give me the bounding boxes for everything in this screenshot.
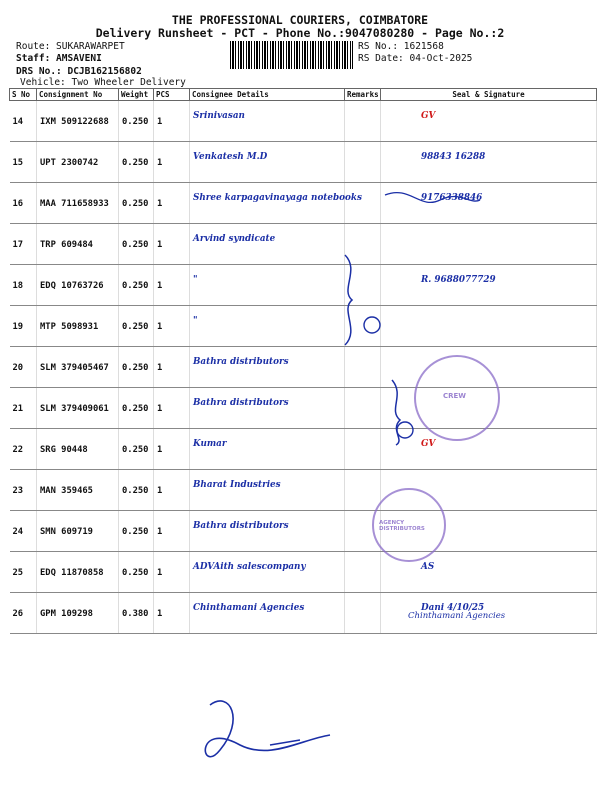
cell-sno: 18 [10,265,37,306]
cell-consignment: SLM 379409061 [37,388,119,429]
agency-stamp-label: Chinthamani Agencies [408,611,506,621]
cell-weight: 0.250 [119,347,154,388]
cell-pcs: 1 [154,265,190,306]
cell-consignment: TRP 609484 [37,224,119,265]
cell-sno: 21 [10,388,37,429]
cell-consignment: EDQ 10763726 [37,265,119,306]
cell-consignee: ADVAith salescompany [190,552,345,593]
col-pcs: PCS [154,89,190,101]
cell-consignee: Bharat Industries [190,470,345,511]
cell-consignment: UPT 2300742 [37,142,119,183]
cell-pcs: 1 [154,388,190,429]
col-weight: Weight [119,89,154,101]
cell-pcs: 1 [154,142,190,183]
cell-consignment: MTP 5098931 [37,306,119,347]
cell-consignee: Bathra distributors [190,347,345,388]
cell-consignee: Venkatesh M.D [190,142,345,183]
cell-consignment: GPM 109298 [37,593,119,634]
vehicle-label: Vehicle: Two Wheeler Delivery [20,77,186,88]
rs-number: RS No.: 1621568 [358,41,444,52]
sign-scribble-16 [385,193,480,203]
brace-mark [345,255,352,345]
cell-signature: AS [381,552,597,593]
cell-weight: 0.250 [119,511,154,552]
cell-consignment: EDQ 11870858 [37,552,119,593]
cell-pcs: 1 [154,552,190,593]
cell-sno: 26 [10,593,37,634]
cell-sno: 15 [10,142,37,183]
rs-date: RS Date: 04-Oct-2025 [358,53,473,64]
cell-weight: 0.250 [119,101,154,142]
cell-consignee: Shree karpagavinayaga notebooks [190,183,345,224]
stamp-text-1: CREW [443,392,467,400]
stamp-text-2: AGENCY DISTRIBUTORS [379,520,425,532]
runsheet-subtitle: Delivery Runsheet - PCT - Phone No.:9047080280 - Page No.:2 [95,26,505,40]
route-label: Route: SUKARAWARPET [16,41,125,52]
cell-signature: 98843 16288 [381,142,597,183]
cell-signature: GV [381,429,597,470]
cell-pcs: 1 [154,183,190,224]
cell-weight: 0.380 [119,593,154,634]
cell-sno: 19 [10,306,37,347]
col-sno: S No [10,89,37,101]
cell-signature: GV [381,101,597,142]
cell-weight: 0.250 [119,388,154,429]
page-title: THE PROFESSIONAL COURIERS, COIMBATORE [171,13,429,27]
cell-pcs: 1 [154,511,190,552]
cell-consignee: Chinthamani Agencies [190,593,345,634]
cell-consignment: MAN 359465 [37,470,119,511]
cell-consignee: Srinivasan [190,101,345,142]
cell-weight: 0.250 [119,142,154,183]
cell-pcs: 1 [154,101,190,142]
cell-sno: 16 [10,183,37,224]
cell-consignment: SLM 379405467 [37,347,119,388]
cell-pcs: 1 [154,470,190,511]
cell-sno: 23 [10,470,37,511]
cell-pcs: 1 [154,224,190,265]
col-consignment: Consignment No [37,89,119,101]
cell-consignment: SMN 609719 [37,511,119,552]
cell-signature: Dani 4/10/25 [381,593,597,634]
drs-label: DRS No.: DCJB162156802 [16,66,142,77]
cell-sno: 20 [10,347,37,388]
cell-consignee: " [190,306,345,347]
cell-pcs: 1 [154,306,190,347]
cell-consignment: SRG 90448 [37,429,119,470]
col-consignee: Consignee Details [190,89,345,101]
cell-weight: 0.250 [119,429,154,470]
cell-pcs: 1 [154,347,190,388]
cell-sno: 17 [10,224,37,265]
cell-weight: 0.250 [119,265,154,306]
cell-weight: 0.250 [119,306,154,347]
cell-sno: 24 [10,511,37,552]
cell-signature: 9176338846 [381,183,597,224]
signature-scribble [205,701,330,757]
cell-weight: 0.250 [119,552,154,593]
cell-sno: 25 [10,552,37,593]
cell-pcs: 1 [154,429,190,470]
cell-weight: 0.250 [119,183,154,224]
cell-weight: 0.250 [119,224,154,265]
col-remarks: Remarks [345,89,381,101]
cell-sno: 22 [10,429,37,470]
cell-consignee: Kumar [190,429,345,470]
cell-sno: 14 [10,101,37,142]
cell-consignee: Bathra distributors [190,511,345,552]
staff-label: Staff: AMSAVENI [16,53,102,64]
count-circle-2 [397,422,413,438]
cell-weight: 0.250 [119,470,154,511]
col-signature: Seal & Signature [381,89,597,101]
cell-consignee: Arvind syndicate [190,224,345,265]
cell-consignment: MAA 711658933 [37,183,119,224]
cell-pcs: 1 [154,593,190,634]
cell-consignment: IXM 509122688 [37,101,119,142]
cell-consignee: " [190,265,345,306]
count-circle [364,317,380,333]
cell-consignee: Bathra distributors [190,388,345,429]
cell-signature: R. 9688077729 [381,265,597,306]
